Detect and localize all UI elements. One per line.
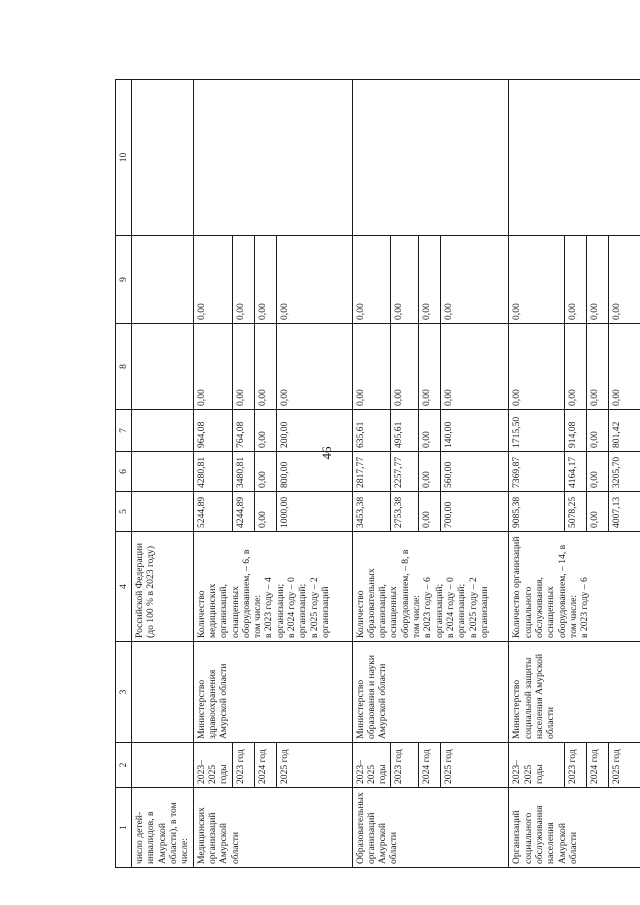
value-cell: 0,00 <box>565 324 587 410</box>
value-cell: 2753,38 <box>391 492 419 532</box>
period-cell: 2023–2025 годы <box>509 743 565 788</box>
period-cell: 2023 год <box>232 743 254 788</box>
value-cell: 1000,00 <box>276 492 352 532</box>
table-row <box>132 80 194 868</box>
column-header: 3 <box>116 642 132 743</box>
value-cell: 2257,77 <box>391 452 419 492</box>
group-name: Образовательных организаций Амурской области <box>352 788 509 868</box>
value-cell: 0,00 <box>391 236 419 324</box>
value-cell: 200,00 <box>276 410 352 452</box>
value-cell: 0,00 <box>193 236 232 324</box>
value-cell: 0,00 <box>441 236 509 324</box>
value-cell: 0,00 <box>587 452 609 492</box>
table-row <box>193 80 232 868</box>
empty-cell <box>132 410 194 452</box>
responsible-cell: Министерство образования и науки Амурской области <box>352 642 509 743</box>
value-cell: 0,00 <box>609 324 640 410</box>
period-cell: 2023 год <box>565 743 587 788</box>
value-cell: 4164,17 <box>565 452 587 492</box>
table-row <box>509 80 565 868</box>
value-cell: 3480,81 <box>232 452 254 492</box>
value-cell: 0,00 <box>419 410 441 452</box>
value-cell: 0,00 <box>587 324 609 410</box>
value-cell: 0,00 <box>509 236 565 324</box>
period-cell: 2025 год <box>276 743 352 788</box>
column-header: 5 <box>116 492 132 532</box>
intro-text: число детей-инвалидов, в Амурской области), в том числе: <box>132 788 194 868</box>
value-cell: 801,42 <box>609 410 640 452</box>
column-header: 2 <box>116 743 132 788</box>
value-cell: 0,00 <box>276 324 352 410</box>
table-container <box>115 80 640 868</box>
value-cell: 0,00 <box>254 324 276 410</box>
value-cell: 0,00 <box>419 236 441 324</box>
period-cell: 2023–2025 годы <box>352 743 391 788</box>
value-cell: 495,61 <box>391 410 419 452</box>
value-cell: 3453,38 <box>352 492 391 532</box>
value-cell: 140,00 <box>441 410 509 452</box>
value-cell: 560,00 <box>441 452 509 492</box>
value-cell: 0,00 <box>254 410 276 452</box>
header-row <box>116 80 132 868</box>
empty-cell <box>132 236 194 324</box>
indicator-cell: Количество медицинских организаций, оснащенных оборудованием, – 6, в том числе: в 2023 году – 4 организации; в 2024 году – 0 организаций; в 2025 году – 2 организаций <box>193 532 352 642</box>
value-cell: 700,00 <box>441 492 509 532</box>
value-cell: 0,00 <box>391 324 419 410</box>
empty-cell <box>132 80 194 236</box>
intro-indicator: Российской Федерации (до 100 % в 2023 году) <box>132 532 194 642</box>
value-cell: 0,00 <box>193 324 232 410</box>
indicator-cell: Количество организаций социального обслуживания, оснащенных оборудованием, – 14, в том числе: в 2023 году – 6 <box>509 532 640 642</box>
empty-cell <box>132 492 194 532</box>
value-cell: 964,08 <box>193 410 232 452</box>
value-cell: 0,00 <box>509 324 565 410</box>
value-cell <box>352 80 509 236</box>
value-cell: 0,00 <box>352 236 391 324</box>
value-cell: 0,00 <box>276 236 352 324</box>
period-cell: 2024 год <box>587 743 609 788</box>
empty-cell <box>132 743 194 788</box>
value-cell <box>193 80 352 236</box>
value-cell: 0,00 <box>232 324 254 410</box>
value-cell: 0,00 <box>419 452 441 492</box>
value-cell: 5244,89 <box>193 492 232 532</box>
value-cell: 0,00 <box>441 324 509 410</box>
period-cell: 2023 год <box>391 743 419 788</box>
group-name: Организаций социального обслуживания населения Амурской области <box>509 788 640 868</box>
value-cell: 0,00 <box>587 492 609 532</box>
value-cell: 0,00 <box>587 236 609 324</box>
budget-table <box>115 79 640 868</box>
value-cell: 3205,70 <box>609 452 640 492</box>
value-cell: 7369,87 <box>509 452 565 492</box>
column-header: 7 <box>116 410 132 452</box>
empty-cell <box>132 452 194 492</box>
value-cell: 1715,50 <box>509 410 565 452</box>
value-cell: 0,00 <box>254 452 276 492</box>
value-cell: 4244,89 <box>232 492 254 532</box>
value-cell: 764,08 <box>232 410 254 452</box>
value-cell: 0,00 <box>254 236 276 324</box>
value-cell: 0,00 <box>254 492 276 532</box>
column-header: 10 <box>116 80 132 236</box>
period-cell: 2024 год <box>419 743 441 788</box>
period-cell: 2025 год <box>441 743 509 788</box>
responsible-cell: Министерство здравоохранения Амурской области <box>193 642 352 743</box>
value-cell: 0,00 <box>587 410 609 452</box>
column-header: 8 <box>116 324 132 410</box>
period-cell: 2025 год <box>609 743 640 788</box>
column-header: 6 <box>116 452 132 492</box>
table-row <box>352 80 391 868</box>
value-cell: 0,00 <box>565 236 587 324</box>
group-name: Медицинских организаций Амурской области <box>193 788 352 868</box>
empty-cell <box>132 642 194 743</box>
value-cell: 2817,77 <box>352 452 391 492</box>
value-cell: 0,00 <box>609 236 640 324</box>
value-cell: 800,00 <box>276 452 352 492</box>
column-header: 1 <box>116 788 132 868</box>
value-cell: 5078,25 <box>565 492 587 532</box>
empty-cell <box>132 324 194 410</box>
value-cell <box>509 80 640 236</box>
value-cell: 914,08 <box>565 410 587 452</box>
responsible-cell: Министерство социальной защиты населения Амурской области <box>509 642 640 743</box>
value-cell: 0,00 <box>232 236 254 324</box>
period-cell: 2023–2025 годы <box>193 743 232 788</box>
value-cell: 0,00 <box>352 324 391 410</box>
column-header: 4 <box>116 532 132 642</box>
period-cell: 2024 год <box>254 743 276 788</box>
column-header: 9 <box>116 236 132 324</box>
indicator-cell: Количество образовательных организаций, оснащенных оборудованием, – 8, в том числе: в 2023 году – 6 организаций; в 2024 году – 0 организаций; в 2025 году – 2 организации <box>352 532 509 642</box>
value-cell: 4280,81 <box>193 452 232 492</box>
value-cell: 4007,13 <box>609 492 640 532</box>
page-number: 46 <box>319 446 334 460</box>
value-cell: 0,00 <box>419 492 441 532</box>
value-cell: 9085,38 <box>509 492 565 532</box>
value-cell: 0,00 <box>419 324 441 410</box>
value-cell: 635,61 <box>352 410 391 452</box>
